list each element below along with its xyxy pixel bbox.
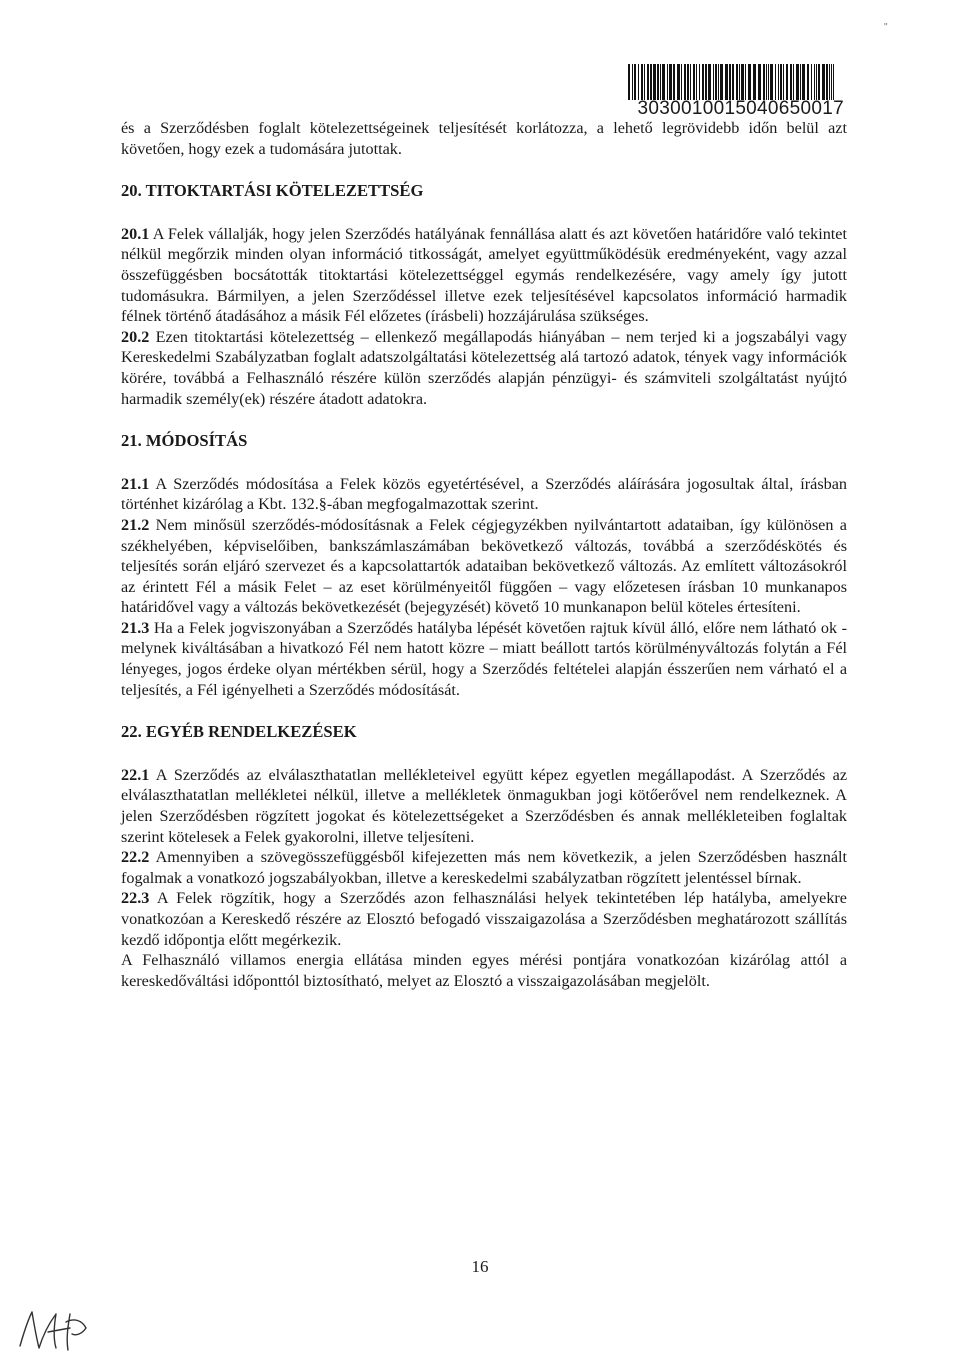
clause-20-1 <box>121 224 847 327</box>
clause-number: 20.2 <box>121 327 150 346</box>
barcode <box>628 64 835 100</box>
clause-text: Amennyiben a szövegösszefüggésből kifejezetten más nem következik, a jelen Szerződésben használt fogalmak a vonatkozó jogszabályokban, illetve a kereskedelmi szabályzatban rögzített jelentéssel bírnak. <box>121 848 847 887</box>
clause-22-2 <box>121 847 847 888</box>
clause-text: A Szerződés módosítása a Felek közös egyetértésével, a Szerződés aláírására jogosultak által, írásban történhet kizárólag a Kbt. 132.§-ában megfogalmazottak szerint. <box>121 474 847 514</box>
clause-21-2 <box>121 515 847 618</box>
clause-text: A Szerződés az elválaszthatatlan mellékleteivel együtt képez egyetlen megállapodást. A Szerződés az elválaszthatatlan mellékletei nélkül, illetve a mellékletek önmagukban jogi kötőerővel nem rendelkeznek. A jelen Szerződésben rögzített jogokat és kötelezettségeket a Szerződésben és annak mellékleteiben foglaltak szerint kötelesek a Felek gyakorolni, illetve teljesíteni. <box>121 765 847 846</box>
corner-mark: " <box>884 22 888 33</box>
clause-text: Ezen titoktartási kötelezettség – ellenkező megállapodás hiányában – nem terjed ki a jogszabályi vagy Kereskedelmi Szabályzatban foglalt adatszolgáltatási kötelezettség alá tartozó adatok, tények vagy információk körére, továbbá a Felhasználó részére külön szerződés alapján pénzügyi- és számviteli szolgáltatást nyújtó harmadik személy(ek) részére átadott adatokra. <box>121 327 847 408</box>
clause-number: 21.3 <box>121 618 150 637</box>
clause-text: Ha a Felek jogviszonyában a Szerződés hatályba lépését követően rajtuk kívül álló, előre nem látható ok - melynek kiváltásában a hivatkozó Fél nem hatott közre – miatt beállott tartós körülményváltozás folytán a Fél lényeges, jogos érdeke olyan mértékben sérül, hogy a Szerződés feltételei alapján ésszerűen nem várható el a teljesítés, a Fél igényelheti a Szerződés módosítását. <box>121 618 847 699</box>
intro-paragraph: és a Szerződésben foglalt kötelezettségeinek teljesítését korlátozza, a lehető legrövidebb időn belül azt követően, hogy ezek a tudomására jutottak. <box>121 119 847 158</box>
page-number: 16 <box>471 1257 489 1276</box>
clause-number: 22.3 <box>121 889 150 908</box>
clause-number: 22.1 <box>121 765 150 784</box>
clause-text: A Felek rögzítik, hogy a Szerződés azon felhasználási helyek tekintetében lép hatályba, amelyekre vonatkozóan a Kereskedő részére az Elosztó befogadó visszaigazolása a Szerződésben meghatározott szállítás kezdő időpontja előtt megérkezik. <box>121 889 847 949</box>
handwritten-initials <box>12 1302 112 1354</box>
barcode-number: 3030010015040650017 <box>637 98 844 119</box>
clause-22-1 <box>121 765 847 847</box>
clause-number: 22.2 <box>121 848 150 867</box>
section-heading-20: 20. TITOKTARTÁSI KÖTELEZETTSÉG <box>121 181 424 201</box>
clause-number: 21.2 <box>121 515 150 534</box>
clause-text: A Felek vállalják, hogy jelen Szerződés hatályának fennállása alatt és azt követően határidőre való tekintet nélkül megőrzik minden olyan információ titkosságát, amelyet együttműködésük eredményeként, vagy azzal összefüggésben bocsátották titoktartási kötelezettséggel egymás rendelkezésére, vagy amely így jutott tudomásukra. Bármilyen, a jelen Szerződéssel illetve ezek teljesítésével kapcsolatos információ harmadik félnek történő átadásához a másik Fél előzetes (írásbeli) hozzájárulása szükséges. <box>121 224 847 326</box>
section-heading-21: 21. MÓDOSÍTÁS <box>121 431 248 451</box>
clause-20-2 <box>121 327 847 409</box>
clause-21-3 <box>121 618 847 700</box>
clause-22-3-continuation <box>121 950 847 991</box>
clause-number: 21.1 <box>121 474 150 493</box>
section-heading-22: 22. EGYÉB RENDELKEZÉSEK <box>121 722 357 742</box>
clause-21-1 <box>121 474 847 515</box>
clause-22-3 <box>121 888 847 950</box>
document-body <box>121 118 847 991</box>
clause-text: A Felhasználó villamos energia ellátása minden egyes mérési pontjára vonatkozóan kizárólag attól a kereskedőváltási időponttól biztosítható, melyet az Elosztó a visszaigazolásában megjelölt. <box>121 951 847 990</box>
clause-text: Nem minősül szerződés-módosításnak a Felek cégjegyzékben nyilvántartott adataiban, így különösen a székhelyében, képviselőiben, bankszámlaszámában bekövetkező változás, továbbá a szerződéskötés és teljesítés során eljáró szervezet és a kapcsolattartók adataiban bekövetkező változás. Az említett változásokról az érintett Fél a másik Felet – az eset körülményeitől függően – vagy előzetesen írásban 10 munkanapos határidővel vagy a változás bekövetkezését (bejegyzését) követő 10 munkanapon belül köteles értesíteni. <box>121 515 847 617</box>
clause-number: 20.1 <box>121 224 150 243</box>
